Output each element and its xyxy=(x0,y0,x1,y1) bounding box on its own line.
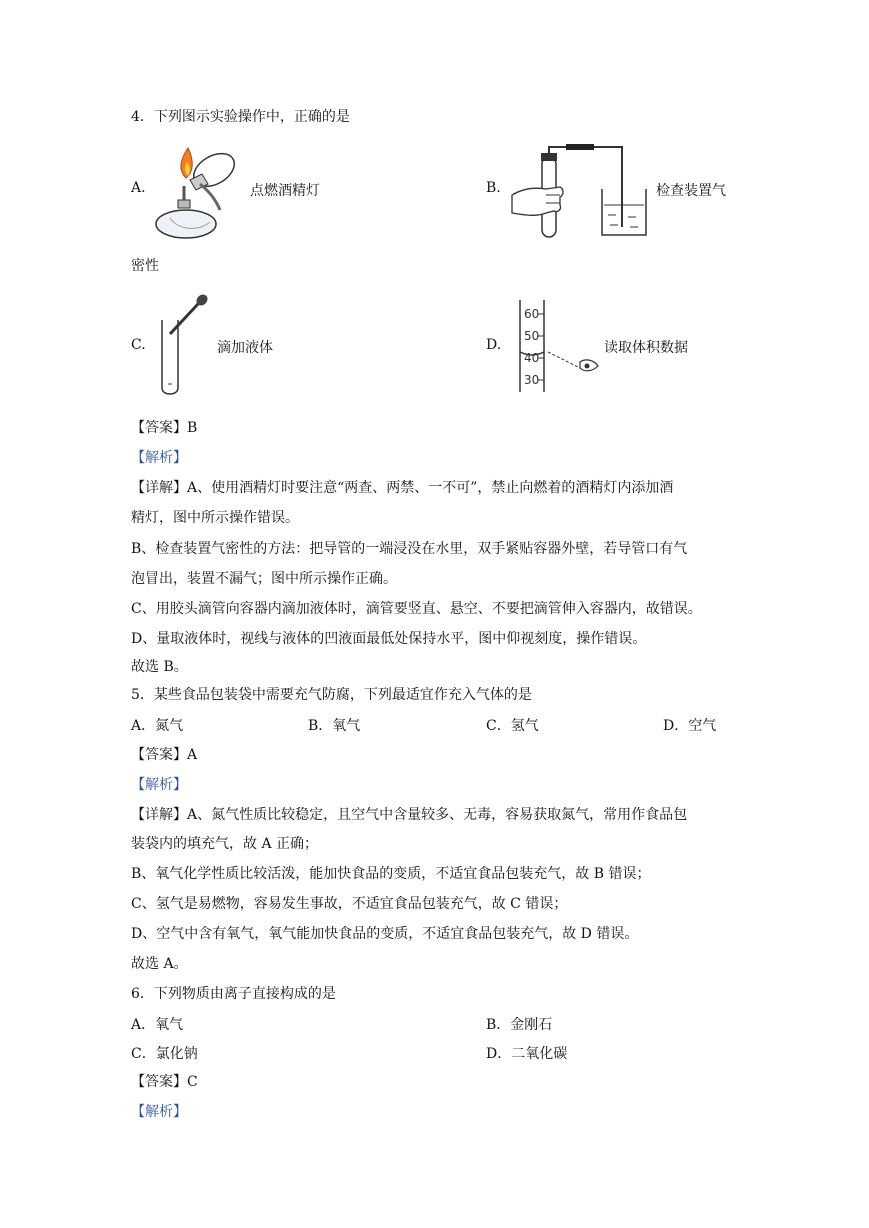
q4-option-a-text: 点燃酒精灯 xyxy=(250,183,320,199)
q5-detail-line-1: 【详解】A、氮气性质比较稳定，且空气中含量较多、无毒，容易获取氮气，常用作食品包 xyxy=(131,807,688,823)
graduated-cylinder-figure xyxy=(518,298,602,394)
q6-answer: 【答案】C xyxy=(131,1074,198,1090)
q5-detail-line-2: 装袋内的填充气，故 A 正确； xyxy=(131,836,319,852)
q5-answer: 【答案】A xyxy=(131,747,198,763)
q4-option-b-letter: B. xyxy=(486,180,501,196)
dropper-figure xyxy=(152,290,212,398)
q5-stem: 5．某些食品包装袋中需要充气防腐，下列最适宜作充入气体的是 xyxy=(131,687,532,703)
q4-detail-line-5: C、用胶头滴管向容器内滴加液体时，滴管要竖直、悬空、不要把滴管伸入容器内，故错误。 xyxy=(131,601,702,617)
q4-option-c-text: 滴加液体 xyxy=(217,340,273,356)
q4-answer: 【答案】B xyxy=(131,420,198,436)
airtightness-check-figure xyxy=(508,143,652,243)
q5-option-b: B．氧气 xyxy=(308,718,361,734)
q4-detail-line-4: 泡冒出，装置不漏气；图中所示操作正确。 xyxy=(131,571,397,587)
q4-detail-line-1: 【详解】A、使用酒精灯时要注意“两查、两禁、一不可”，禁止向燃着的酒精灯内添加酒 xyxy=(131,480,674,496)
q5-option-d: D．空气 xyxy=(663,718,717,734)
q6-analysis-heading: 【解析】 xyxy=(131,1104,187,1120)
q4-stem: 4．下列图示实验操作中，正确的是 xyxy=(131,109,350,125)
q6-option-b: B．金刚石 xyxy=(486,1017,553,1033)
q6-option-c: C．氯化钠 xyxy=(131,1046,198,1062)
q4-detail-line-6: D、量取液体时，视线与液体的凹液面最低处保持水平，图中仰视刻度，操作错误。 xyxy=(131,631,647,647)
cylinder-tick-50: 50 xyxy=(524,329,540,343)
q5-analysis-heading: 【解析】 xyxy=(131,777,187,793)
cylinder-tick-40: 40 xyxy=(524,351,540,365)
q6-option-d: D．二氧化碳 xyxy=(486,1046,568,1062)
cylinder-tick-60: 60 xyxy=(524,307,540,321)
q5-conclusion: 故选 A。 xyxy=(131,956,188,972)
q4-option-d-text: 读取体积数据 xyxy=(604,340,688,356)
q5-option-a: A．氮气 xyxy=(131,718,184,734)
q4-detail-line-2: 精灯，图中所示操作错误。 xyxy=(131,510,299,526)
q5-detail-line-4: C、氢气是易燃物，容易发生事故，不适宜食品包装充气，故 C 错误； xyxy=(131,896,568,912)
q5-detail-line-5: D、空气中含有氧气，氧气能加快食品的变质，不适宜食品包装充气，故 D 错误。 xyxy=(131,926,639,942)
q4-option-a-letter: A. xyxy=(131,180,146,196)
q4-option-b-text: 检查装置气 xyxy=(656,183,726,199)
q6-stem: 6．下列物质由离子直接构成的是 xyxy=(131,986,336,1002)
q4-conclusion: 故选 B。 xyxy=(131,659,188,675)
alcohol-lamp-figure xyxy=(150,140,246,240)
q6-option-a: A．氧气 xyxy=(131,1017,184,1033)
q4-option-b-text-wrap: 密性 xyxy=(131,258,159,274)
q4-detail-line-3: B、检查装置气密性的方法：把导管的一端浸没在水里，双手紧贴容器外壁，若导管口有气 xyxy=(131,541,688,557)
q5-option-c: C．氢气 xyxy=(486,718,539,734)
q4-analysis-heading: 【解析】 xyxy=(131,450,187,466)
q5-detail-line-3: B、氧气化学性质比较活泼，能加快食品的变质，不适宜食品包装充气，故 B 错误； xyxy=(131,866,651,882)
q4-option-d-letter: D. xyxy=(486,337,502,353)
cylinder-tick-30: 30 xyxy=(524,373,540,387)
q4-option-c-letter: C. xyxy=(131,337,146,353)
